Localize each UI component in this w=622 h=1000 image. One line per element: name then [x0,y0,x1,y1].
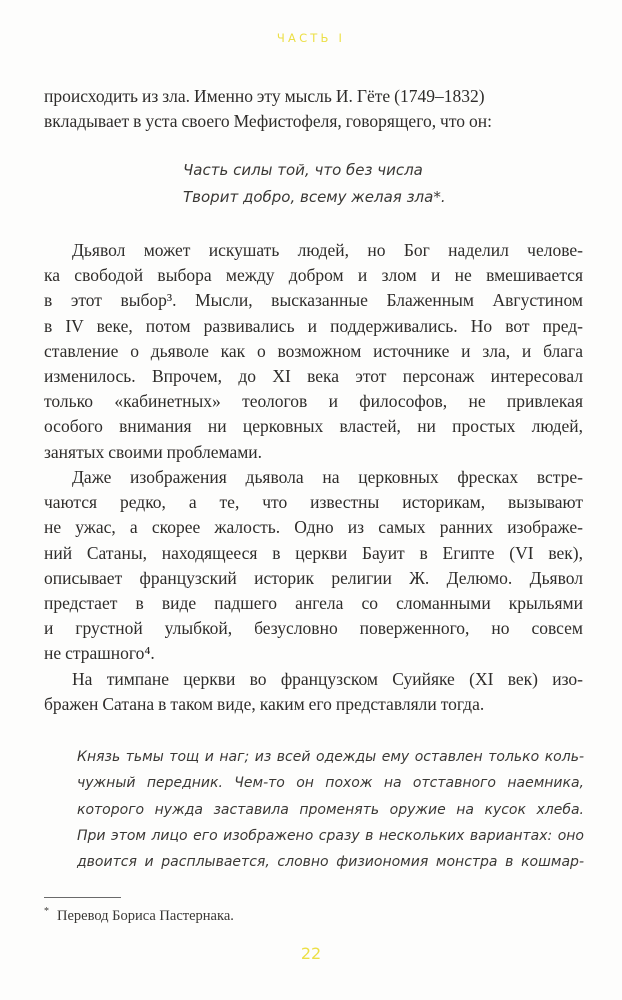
verse-line: Творит добро, всему желая зла*. [183,188,446,206]
text-line: только «кабинетных» теологов и философов, не привлекая [44,391,583,412]
page-number: 22 [300,944,322,963]
quote-line: чужный передник. Чем-то он похож на отставного наемника, [77,775,584,792]
text-line: ставление о дьяволе как о возможном источнике и зла, и блага [44,340,583,361]
text-line: и грустной улыбкой, безусловно поверженного, но совсем [44,618,583,639]
body-paragraph-1 [44,84,583,134]
body-paragraph-3 [44,465,583,667]
verse-line: Часть силы той, что без числа [183,161,423,179]
text-line: На тимпане церкви во французском Суийяке (XI век) изо- [72,669,583,689]
text-line: занятых своими проблемами. [44,441,263,462]
text-line: предстает в виде падшего ангела со сломанными крыльями [44,593,583,614]
text-line: Даже изображения дьявола на церковных фресках встре- [72,467,583,487]
verse-quote [183,157,446,211]
text-line: чаются редко, а те, что известны историкам, вызывают [44,492,583,513]
text-line: происходить из зла. Именно эту мысль И. Гёте (1749–1832) [44,86,485,106]
body-paragraph-4 [44,667,583,717]
text-line: описывает французский историк религии Ж. Делюмо. Дьявол [44,567,583,588]
footnote-text: Перевод Бориса Пастернака. [57,907,234,924]
quote-line: двоится и расплывается, словно физиономия монстра в кошмар- [77,854,584,871]
text-line: в этот выбор³. Мысли, высказанные Блаженным Августином [44,290,583,311]
text-line: ка свободой выбора между добром и злом и не вмешивается [44,265,583,286]
quote-line: которого нужда заставила променять оружие на кусок хлеба. [77,801,584,818]
text-line: не страшного⁴. [44,643,155,664]
text-line: бражен Сатана в таком виде, каким его представляли тогда. [44,694,485,715]
footnote-marker: * [44,906,49,917]
footnote [44,902,544,926]
text-line: не ужас, а скорее жалость. Одно из самых ранних изображе- [44,517,583,538]
text-line: вкладывает в уста своего Мефистофеля, говорящего, что он: [44,111,492,132]
body-paragraph-2 [44,238,583,465]
running-head: ЧАСТЬ I [276,31,346,45]
footnote-divider [44,897,121,898]
text-line: в IV веке, потом развивались и поддерживались. Но вот пред- [44,315,583,336]
text-line: изменилось. Впрочем, до XI века этот персонаж интересовал [44,366,583,387]
block-quote [77,744,584,875]
text-line: Дьявол может искушать людей, но Бог наделил челове- [72,240,583,260]
text-line: ний Сатаны, находящееся в церкви Бауит в Египте (VI век), [44,542,583,563]
text-line: особого внимания ни церковных властей, ни простых людей, [44,416,583,437]
quote-line: Князь тьмы тощ и наг; из всей одежды ему оставлен только коль- [77,749,584,765]
quote-line: При этом лицо его изображено сразу в нескольких вариантах: оно [77,827,584,844]
